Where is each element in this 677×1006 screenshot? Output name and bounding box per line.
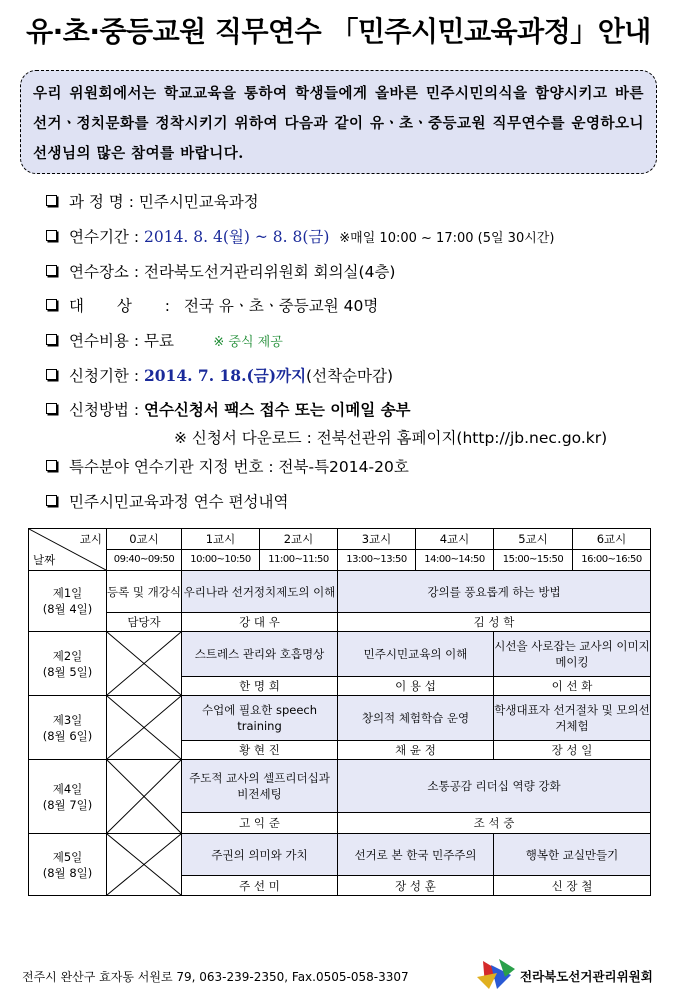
period-time: 10:00~10:50 bbox=[182, 550, 260, 571]
empty-cell bbox=[107, 834, 182, 896]
schedule-table bbox=[28, 528, 651, 896]
info-special: 특수분야 연수기관 지정 번호 : 전북-특2014-20호 bbox=[46, 455, 409, 477]
lecture-cell: 스트레스 관리와 호흡명상 bbox=[182, 632, 338, 677]
period-time: 14:00~14:50 bbox=[416, 550, 494, 571]
place-value: 전라북도선거관리위원회 회의실(4층) bbox=[143, 263, 396, 281]
lecture-cell: 시선을 사로잡는 교사의 이미지메이킹 bbox=[494, 632, 651, 677]
notice-box: 우리 위원회에서는 학교교육을 통하여 학생들에게 올바른 민주시민의식을 함양시키고 바른 선거ㆍ정치문화를 정착시키기 위하여 다음과 같이 유ㆍ초ㆍ중등교원 직무연수를 운영하오니 선생님의 많은 참여를 바랍니다. bbox=[20, 70, 657, 174]
corner-cell bbox=[29, 529, 107, 571]
period-time: 15:00~15:50 bbox=[494, 550, 573, 571]
opening-sub-cell: 담당자 bbox=[107, 613, 182, 632]
info-schedule-heading: 민주시민교육과정 연수 편성내역 bbox=[46, 490, 288, 512]
lecture-cell: 학생대표자 선거절차 및 모의선거체험 bbox=[494, 696, 651, 741]
checkbox-icon bbox=[46, 230, 57, 241]
period-header: 4교시 bbox=[416, 529, 494, 550]
deadline-value: 2014. 7. 18.(금)까지 bbox=[143, 366, 307, 385]
day-cell: 제3일 (8월 6일) bbox=[29, 696, 107, 760]
period-header: 3교시 bbox=[338, 529, 416, 550]
download-note: ※ 신청서 다운로드 : 전북선관위 홈페이지(http://jb.nec.go.kr) bbox=[174, 429, 608, 447]
checkbox-icon bbox=[46, 265, 57, 276]
lecturer-cell: 장 성 일 bbox=[494, 741, 651, 760]
lecturer-cell: 이 용 섭 bbox=[338, 677, 494, 696]
deadline-note: (선착순마감) bbox=[306, 367, 394, 385]
checkbox-icon bbox=[46, 195, 57, 206]
lecture-cell: 행복한 교실만들기 bbox=[494, 834, 651, 876]
method-value: 연수신청서 팩스 접수 또는 이메일 송부 bbox=[143, 400, 411, 419]
lecturer-cell: 한 명 희 bbox=[182, 677, 338, 696]
info-cost: 연수비용 : 무료 ※ 중식 제공 bbox=[46, 329, 283, 351]
lecture-cell: 우리나라 선거정치제도의 이해 bbox=[182, 571, 338, 613]
period-header: 5교시 bbox=[494, 529, 573, 550]
lecture-cell: 민주시민교육의 이해 bbox=[338, 632, 494, 677]
info-method: 신청방법 : 연수신청서 팩스 접수 또는 이메일 송부 bbox=[46, 398, 411, 420]
period-header: 1교시 bbox=[182, 529, 260, 550]
info-place: 연수장소 : 전라북도선거관리위원회 회의실(4층) bbox=[46, 260, 395, 282]
period-header: 0교시 bbox=[107, 529, 182, 550]
info-target: 대 상 :전국 유ㆍ초ㆍ중등교원 40명 bbox=[46, 294, 378, 316]
day-cell: 제1일 (8월 4일) bbox=[29, 571, 107, 632]
day-cell: 제4일 (8월 7일) bbox=[29, 760, 107, 834]
period-header: 6교시 bbox=[573, 529, 651, 550]
footer-address: 전주시 완산구 효자동 서원로 79, 063-239-2350, Fax.0505-058-3307 bbox=[22, 970, 409, 984]
cross-out-icon bbox=[107, 696, 181, 759]
cost-note: ※ 중식 제공 bbox=[213, 335, 283, 350]
empty-cell bbox=[107, 696, 182, 760]
cross-out-icon bbox=[107, 760, 181, 833]
lecturer-cell: 조 석 중 bbox=[338, 813, 651, 834]
info-period: 연수기간 : 2014. 8. 4(월) ~ 8. 8(금) ※매일 10:00 ~ 17:00 (5일 30시간) bbox=[46, 225, 554, 247]
lecturer-cell: 고 익 준 bbox=[182, 813, 338, 834]
day-cell: 제2일 (8월 5일) bbox=[29, 632, 107, 696]
page-title: 유·초·중등교원 직무연수 「민주시민교육과정」안내 bbox=[26, 15, 651, 48]
info-deadline: 신청기한 : 2014. 7. 18.(금)까지(선착순마감) bbox=[46, 364, 393, 386]
lecture-cell: 강의를 풍요롭게 하는 방법 bbox=[338, 571, 651, 613]
checkbox-icon bbox=[46, 460, 57, 471]
checkbox-icon bbox=[46, 403, 57, 414]
special-value: 전북-특2014-20호 bbox=[278, 458, 409, 476]
lecturer-cell: 채 윤 정 bbox=[338, 741, 494, 760]
lecture-cell: 선거로 본 한국 민주주의 bbox=[338, 834, 494, 876]
cost-value: 무료 bbox=[143, 332, 174, 350]
period-note: ※매일 10:00 ~ 17:00 (5일 30시간) bbox=[339, 231, 555, 246]
empty-cell bbox=[107, 632, 182, 696]
cross-out-icon bbox=[107, 834, 181, 895]
lecturer-cell: 이 선 화 bbox=[494, 677, 651, 696]
checkbox-icon bbox=[46, 334, 57, 345]
opening-cell: 등록 및 개강식 bbox=[107, 571, 182, 613]
lecture-cell: 주권의 의미와 가치 bbox=[182, 834, 338, 876]
period-header: 2교시 bbox=[260, 529, 338, 550]
period-value: 2014. 8. 4(월) ~ 8. 8(금) bbox=[143, 228, 330, 246]
lecturer-cell: 황 현 진 bbox=[182, 741, 338, 760]
corner-bottom-label: 날짜 bbox=[33, 553, 56, 567]
footer-org-name: 전라북도선거관리위원회 bbox=[520, 969, 653, 984]
lecturer-cell: 김 성 학 bbox=[338, 613, 651, 632]
lecture-cell: 소통공감 리더십 역량 강화 bbox=[338, 760, 651, 813]
cross-out-icon bbox=[107, 632, 181, 695]
checkbox-icon bbox=[46, 369, 57, 380]
period-time: 11:00~11:50 bbox=[260, 550, 338, 571]
period-time: 16:00~16:50 bbox=[573, 550, 651, 571]
empty-cell bbox=[107, 760, 182, 834]
lecturer-cell: 주 선 미 bbox=[182, 876, 338, 896]
lecture-cell: 수업에 필요한 speech training bbox=[182, 696, 338, 741]
period-time: 13:00~13:50 bbox=[338, 550, 416, 571]
info-course: 과 정 명 : 민주시민교육과정 bbox=[46, 190, 259, 212]
lecturer-cell: 강 대 우 bbox=[182, 613, 338, 632]
day-cell: 제5일 (8월 8일) bbox=[29, 834, 107, 896]
lecture-cell: 창의적 체험학습 운영 bbox=[338, 696, 494, 741]
lecturer-cell: 장 성 훈 bbox=[338, 876, 494, 896]
checkbox-icon bbox=[46, 495, 57, 506]
target-value: 전국 유ㆍ초ㆍ중등교원 40명 bbox=[184, 297, 379, 315]
course-value: 민주시민교육과정 bbox=[138, 193, 259, 211]
corner-top-label: 교시 bbox=[79, 532, 102, 546]
period-time: 09:40~09:50 bbox=[107, 550, 182, 571]
checkbox-icon bbox=[46, 299, 57, 310]
lecturer-cell: 신 장 철 bbox=[494, 876, 651, 896]
lecture-cell: 주도적 교사의 셀프리더십과 비전세팅 bbox=[182, 760, 338, 813]
